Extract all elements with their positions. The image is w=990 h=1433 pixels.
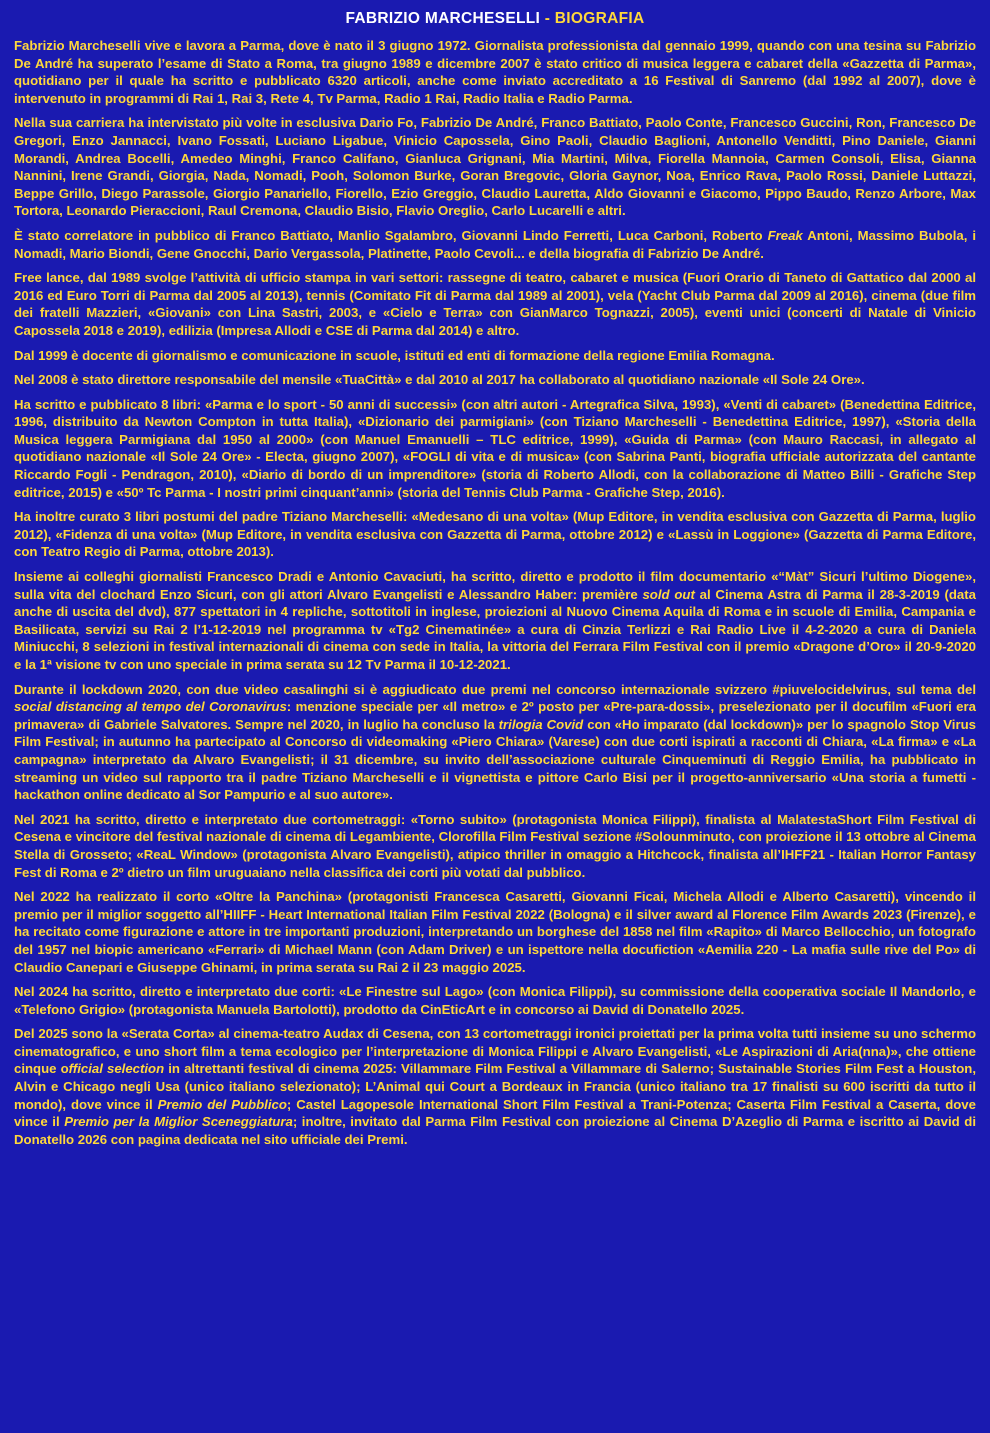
paragraph: Dal 1999 è docente di giornalismo e comunicazione in scuole, istituti ed enti di formazione della regione Emilia Romagna. (14, 347, 775, 363)
paragraph: Fabrizio Marcheselli vive e lavora a Parma, dove è nato il 3 giugno 1972. Giornalista professionista dal gennaio 1999, quando con una tesina su Fabrizio De André ha superato l’esame di Stato a Roma, tra giugno 1989 e dicembre 2007 è stato critico di musica leggera e cabaret della «Gazzetta di Parma», quotidiano per il quale ha scritto e pubblicato 6320 articoli, anche come inviato accreditato a 16 Festival di Sanremo (dal 1992 al 2007), dove è intervenuto in programmi di Rai 1, Rai 3, Rete 4, Tv Parma, Radio 1 Rai, Radio Italia e Radio Parma. (14, 38, 976, 106)
paragraph: Ha scritto e pubblicato 8 libri: «Parma e lo sport - 50 anni di successi» (con altri autori - Artegrafica Silva, 1993), «Venti di cabaret» (Benedettina Editrice, 1996, distribuito da Newton Compton in tutta Italia), «Dizionario dei parmigiani» (con Tiziano Marcheselli - Benedettina Editrice, 1997), «Storia della Musica leggera Parmigiana dal 1950 al 2000» (con Manuel Emanuelli – TLC editrice, 1999), «Guida di Parma» (con Mauro Raccasi, in allegato al quotidiano nazionale «Il Sole 24 Ore» - Electa, giugno 2007), «FOGLI di vita e di musica» (con Sabrina Panti, biografia ufficiale autorizzata del cantante Riccardo Fogli - Pendragon, 2010), «Diario di bordo di un imprenditore» (storia di Roberto Allodi, con la collaborazione di Matteo Billi - Grafiche Step editrice, 2015) e «50º Tc Parma - I nostri primi cinquant’anni» (storia del Tennis Club Parma - Grafiche Step, 2016). (14, 396, 976, 500)
paragraph: È stato correlatore in pubblico di Franco Battiato, Manlio Sgalambro, Giovanni Lindo Ferretti, Luca Carboni, Roberto Freak Antoni, Massimo Bubola, i Nomadi, Mario Biondi, Gene Gnocchi, Dario Vergassola, Platinette, Paolo Cevoli... e della biografia di Fabrizio De André. (14, 227, 976, 261)
page-title-name: FABRIZIO MARCHESELLI (345, 10, 541, 27)
paragraph: Nel 2022 ha realizzato il corto «Oltre la Panchina» (protagonisti Francesca Casaretti, Giovanni Ficai, Michela Allodi e Alberto Casaretti), vincendo il premio per il miglior soggetto all’HIIFF - Heart International Italian Film Festival 2022 (Bologna) e il silver award al Florence Film Awards 2023 (Firenze), e ha recitato come figurazione e attore in tre importanti produzioni, interpretando un borghese del 1858 nel film «Rapito» di Marco Bellocchio, un fotografo del 1957 nel biopic americano «Ferrari» di Michael Mann (con Adam Driver) e un ispettore nella docufiction «Aemilia 220 - La mafia sulle rive del Po» di Claudio Canepari e Giuseppe Ghinami, in prima serata su Rai 2 il 23 maggio 2025. (14, 889, 976, 975)
biography-body (14, 37, 976, 1148)
page-title (14, 10, 976, 28)
paragraph: Ha inoltre curato 3 libri postumi del padre Tiziano Marcheselli: «Medesano di una volta» (Mup Editore, in vendita esclusiva con Gazzetta di Parma, luglio 2012), «Fidenza di una volta» (Mup Editore, in vendita esclusiva con Gazzetta di Parma, ottobre 2012) e «Lassù in Loggione» (Gazzetta di Parma Editore, con Teatro Regio di Parma, ottobre 2013). (14, 509, 976, 560)
paragraph: Nel 2021 ha scritto, diretto e interpretato due cortometraggi: «Torno subito» (protagonista Monica Filippi), finalista al MalatestaShort Film Festival di Cesena e vincitore del festival nazionale di cinema di Legambiente, Clorofilla Film Festival sezione #Solounminuto, con proiezione il 13 ottobre al Cinema Stella di Grosseto; «ReaL Window» (protagonista Alvaro Evangelisti), atipico thriller in omaggio a Hitchcock, finalista all’IHFF21 - Italian Horror Fantasy Fest di Roma e 2º dietro un film uruguaiano nella classifica dei corti più votati dal pubblico. (14, 811, 976, 880)
paragraph: Del 2025 sono la «Serata Corta» al cinema-teatro Audax di Cesena, con 13 cortometraggi ironici proiettati per la prima volta tutti insieme su uno schermo cinematografico, e uno short film a tema ecologico per l’interpretazione di Monica Filippi e Alvaro Evangelisti, «Le Aspirazioni di Aria(nna)», che ottiene cinque official selection in altrettanti festival di cinema 2025: Villammare Film Festival a Villammare di Salerno; Sustainable Stories Film Fest a Houston, Alvin e Chicago negli Usa (unico italiano selezionato); L’Animal qui Court a Bordeaux in Francia (unico italiano tra 17 finalisti su 600 iscritti da tutto il mondo), dove vince il Premio del Pubblico; Castel Lagopesole International Short Film Festival a Trani-Potenza; Caserta Film Festival a Caserta, dove vince il Premio per la Miglior Sceneggiatura; inoltre, invitato dal Parma Film Festival con proiezione al Cinema D’Azeglio di Parma e iscritto ai David di Donatello 2026 con pagina dedicata nel sito ufficiale dei Premi. (14, 1026, 977, 1147)
paragraph: Free lance, dal 1989 svolge l’attività di ufficio stampa in vari settori: rassegne di teatro, cabaret e musica (Fuori Orario di Taneto di Gattatico dal 2000 al 2016 ed Euro Torri di Parma dal 2005 al 2013), tennis (Comitato Fit di Parma dal 1989 al 2001), vela (Yacht Club Parma dal 2009 al 2016), cinema (due film dei fratelli Mazzieri, «Giovani» con Lina Sastri, 2003, e «Cielo e Terra» con GianMarco Tognazzi, 2005), eventi unici (concerti di Natale di Vinicio Capossela 2018 e 2019), edilizia (Impresa Allodi e CSE di Parma dal 2014) e altro. (14, 270, 976, 338)
paragraph: Nella sua carriera ha intervistato più volte in esclusiva Dario Fo, Fabrizio De André, Franco Battiato, Paolo Conte, Francesco Guccini, Ron, Francesco De Gregori, Enzo Jannacci, Ivano Fossati, Luciano Ligabue, Vinicio Capossela, Gino Paoli, Claudio Baglioni, Antonello Venditti, Pino Daniele, Gianni Morandi, Andrea Bocelli, Amedeo Minghi, Franco Califano, Gianluca Grignani, Mia Martini, Milva, Fiorella Mannoia, Carmen Consoli, Elisa, Gianna Nannini, Irene Grandi, Giorgia, Nada, Nomadi, Pooh, Solomon Burke, Goran Bregovic, Gloria Gaynor, Noa, Enrico Rava, Paolo Rossi, Daniele Luttazzi, Beppe Grillo, Diego Parassole, Giorgio Panariello, Fiorello, Ezio Greggio, Claudio Lauretta, Aldo Giovanni e Giacomo, Pippo Baudo, Renzo Arbore, Max Tortora, Leonardo Pieraccioni, Raul Cremona, Claudio Bisio, Flavio Oreglio, Carlo Lucarelli e altri. (14, 115, 976, 219)
paragraph: Nel 2008 è stato direttore responsabile del mensile «TuaCittà» e dal 2010 al 2017 ha collaborato al quotidiano nazionale «Il Sole 24 Ore». (14, 372, 865, 388)
page-title-section: BIOGRAFIA (554, 10, 645, 27)
paragraph: Nel 2024 ha scritto, diretto e interpretato due corti: «Le Finestre sul Lago» (con Monica Filippi), su commissione della cooperativa sociale Il Mandorlo, e «Telefono Grigio» (protagonista Manuela Bartolotti), prodotto da CinEticArt e in concorso ai David di Donatello 2025. (14, 984, 976, 1017)
paragraph: Insieme ai colleghi giornalisti Francesco Dradi e Antonio Cavaciuti, ha scritto, diretto e prodotto il film documentario «“Màt” Sicuri l’ultimo Diogene», sulla vita del clochard Enzo Sicuri, con gli attori Alvaro Evangelisti e Alessandro Haber: première sold out al Cinema Astra di Parma il 28-3-2019 (data anche di uscita del dvd), 877 spettatori in 4 repliche, sottotitoli in inglese, proiezioni al Nuovo Cinema Aquila di Roma e in scuole di Emilia, Campania e Basilicata, servizi su Rai 2 l’1-12-2019 nel programma tv «Tg2 Cinematinée» a cura di Cinzia Terlizzi e Rai Radio Live il 4-2-2020 a cura di Daniela Miniucchi, 8 selezioni in festival internazionali di cinema con sede in Italia, la vittoria del Ferrara Film Festival con il premio «Dragone d’Oro» il 20-9-2020 e la 1ª visione tv con uno speciale in prima serata su 12 Tv Parma il 10-12-2021. (14, 569, 976, 672)
paragraph: Durante il lockdown 2020, con due video casalinghi si è aggiudicato due premi nel concorso internazionale svizzero #piuvelocidelvirus, sul tema del social distancing al tempo del Coronavirus: menzione speciale per «Il metro» e 2º posto per «Pre-para-dossi», preselezionato per il docufilm «Fuori era primavera» di Gabriele Salvatores. Sempre nel 2020, in luglio ha concluso la trilogia Covid con «Ho imparato (dal lockdown)» per lo spagnolo Stop Virus Film Festival; in autunno ha partecipato al Concorso di videomaking «Piero Chiara» (Varese) con due corti ispirati a racconti di Chiara, «La firma» e «La campagna» interpretato da Alvaro Evangelisti; il 31 dicembre, su invito dell’associazione culturale Cinqueminuti di Reggio Emilia, ha pubblicato in streaming un video sul rapporto tra il padre Tiziano Marcheselli e il vignettista e pittore Carlo Bisi per il progetto-anniversario «Una storia a fumetti - hackathon online dedicato al Sor Pampurio e al suo autore». (14, 681, 976, 803)
page-title-separator: - (540, 10, 555, 27)
